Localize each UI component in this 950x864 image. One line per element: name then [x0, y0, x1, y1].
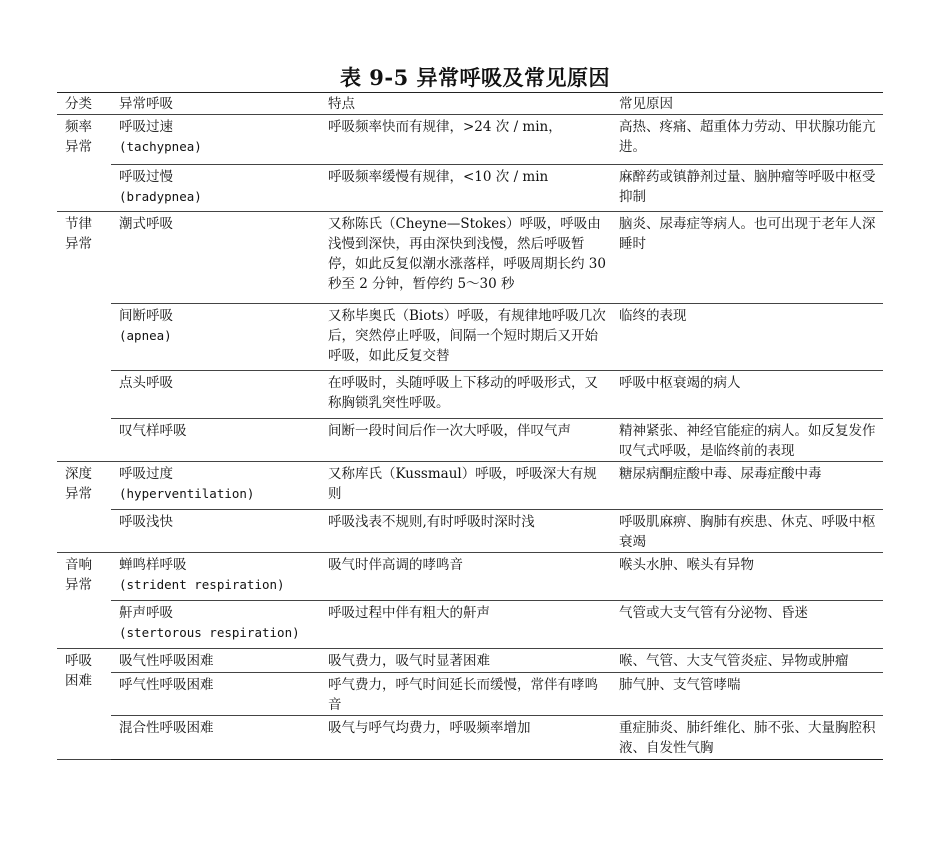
table-body — [57, 115, 883, 760]
causes-cell: 麻醉药或镇静剂过量、脑肿瘤等呼吸中枢受抑制 — [611, 165, 883, 212]
table-row — [57, 716, 883, 760]
causes-cell: 喉、气管、大支气管炎症、异物或肿瘤 — [611, 649, 883, 673]
features-cell: 吸气费力，吸气时显著困难 — [320, 649, 611, 673]
abnormal-breathing-table — [57, 92, 883, 760]
type-cell — [111, 165, 320, 212]
category-label: 音响 异常 — [65, 557, 92, 593]
type-name: 叹气样呼吸 — [119, 423, 187, 439]
type-name: 呼吸过速 — [119, 119, 173, 135]
table-row — [57, 462, 883, 510]
type-name: 潮式呼吸 — [119, 216, 173, 232]
type-name: 鼾声呼吸 — [119, 605, 173, 621]
type-name: 吸气性呼吸困难 — [119, 653, 214, 669]
header-category: 分类 — [57, 93, 111, 115]
causes-cell: 重症肺炎、肺纤维化、肺不张、大量胸腔积液、自发性气胸 — [611, 716, 883, 760]
features-cell: 呼气费力，呼气时间延长而缓慢，常伴有哮鸣音 — [320, 673, 611, 716]
category-cell — [57, 115, 111, 212]
category-cell — [57, 462, 111, 553]
causes-cell: 喉头水肿、喉头有异物 — [611, 553, 883, 601]
features-cell: 又称库氏（Kussmaul）呼吸，呼吸深大有规则 — [320, 462, 611, 510]
type-cell — [111, 115, 320, 165]
table-row — [57, 304, 883, 371]
type-cell — [111, 716, 320, 760]
type-english-name: (hyperventilation) — [119, 486, 255, 501]
type-cell — [111, 419, 320, 462]
category-cell — [57, 649, 111, 760]
features-cell: 呼吸过程中伴有粗大的鼾声 — [320, 601, 611, 649]
table-row — [57, 419, 883, 462]
type-english-name: (bradypnea) — [119, 189, 202, 204]
type-name: 呼气性呼吸困难 — [119, 677, 214, 693]
type-name: 蝉鸣样呼吸 — [119, 557, 187, 573]
type-cell — [111, 673, 320, 716]
features-cell: 吸气与呼气均费力，呼吸频率增加 — [320, 716, 611, 760]
table-row — [57, 673, 883, 716]
type-cell — [111, 304, 320, 371]
type-name: 呼吸浅快 — [119, 514, 173, 530]
table-row — [57, 165, 883, 212]
table-row — [57, 212, 883, 304]
category-label: 呼吸 困难 — [65, 653, 92, 689]
type-cell — [111, 553, 320, 601]
type-cell — [111, 649, 320, 673]
causes-cell: 糖尿病酮症酸中毒、尿毒症酸中毒 — [611, 462, 883, 510]
type-name: 间断呼吸 — [119, 308, 173, 324]
causes-cell: 精神紧张、神经官能症的病人。如反复发作叹气式呼吸，是临终前的表现 — [611, 419, 883, 462]
type-english-name: (tachypnea) — [119, 139, 202, 154]
header-features: 特点 — [320, 93, 611, 115]
causes-cell: 高热、疼痛、超重体力劳动、甲状腺功能亢进。 — [611, 115, 883, 165]
table-row — [57, 553, 883, 601]
table-row — [57, 510, 883, 553]
type-english-name: (stertorous respiration) — [119, 625, 300, 640]
features-cell: 又称陈氏（Cheyne—Stokes）呼吸，呼吸由浅慢到深快，再由深快到浅慢，然后呼吸暂停，如此反复似潮水涨落样，呼吸周期长约 30 秒至 2 分钟，暂停约 5～30 秒 — [320, 212, 611, 304]
causes-cell: 脑炎、尿毒症等病人。也可出现于老年人深睡时 — [611, 212, 883, 304]
header-causes: 常见原因 — [611, 93, 883, 115]
header-row — [57, 93, 883, 115]
category-label: 频率 异常 — [65, 119, 92, 155]
features-cell: 呼吸频率快而有规律，>24 次 / min， — [320, 115, 611, 165]
type-cell — [111, 510, 320, 553]
features-cell: 间断一段时间后作一次大呼吸，伴叹气声 — [320, 419, 611, 462]
causes-cell: 呼吸中枢衰竭的病人 — [611, 371, 883, 419]
category-cell — [57, 553, 111, 649]
table-row — [57, 115, 883, 165]
features-cell: 在呼吸时，头随呼吸上下移动的呼吸形式，又称胸锁乳突性呼吸。 — [320, 371, 611, 419]
table-row — [57, 649, 883, 673]
category-label: 深度 异常 — [65, 466, 92, 502]
type-cell — [111, 212, 320, 304]
features-cell: 又称毕奥氏（Biots）呼吸，有规律地呼吸几次后，突然停止呼吸，间隔一个短时期后又开始呼吸，如此反复交替 — [320, 304, 611, 371]
type-english-name: (apnea) — [119, 328, 172, 343]
type-english-name: (strident respiration) — [119, 577, 285, 592]
causes-cell: 临终的表现 — [611, 304, 883, 371]
table-row — [57, 601, 883, 649]
causes-cell: 呼吸肌麻痹、胸肺有疾患、休克、呼吸中枢衰竭 — [611, 510, 883, 553]
type-name: 点头呼吸 — [119, 375, 173, 391]
type-cell — [111, 462, 320, 510]
features-cell: 呼吸频率缓慢有规律，<10 次 / min — [320, 165, 611, 212]
type-cell — [111, 601, 320, 649]
type-name: 混合性呼吸困难 — [119, 720, 214, 736]
category-cell — [57, 212, 111, 462]
type-cell — [111, 371, 320, 419]
causes-cell: 肺气肿、支气管哮喘 — [611, 673, 883, 716]
table-row — [57, 371, 883, 419]
features-cell: 呼吸浅表不规则,有时呼吸时深时浅 — [320, 510, 611, 553]
table-title: 表 9-5 异常呼吸及常见原因 — [339, 65, 611, 90]
type-name: 呼吸过慢 — [119, 169, 173, 185]
features-cell: 吸气时伴高调的哮鸣音 — [320, 553, 611, 601]
causes-cell: 气管或大支气管有分泌物、昏迷 — [611, 601, 883, 649]
header-type: 异常呼吸 — [111, 93, 320, 115]
category-label: 节律 异常 — [65, 216, 92, 252]
type-name: 呼吸过度 — [119, 466, 173, 482]
